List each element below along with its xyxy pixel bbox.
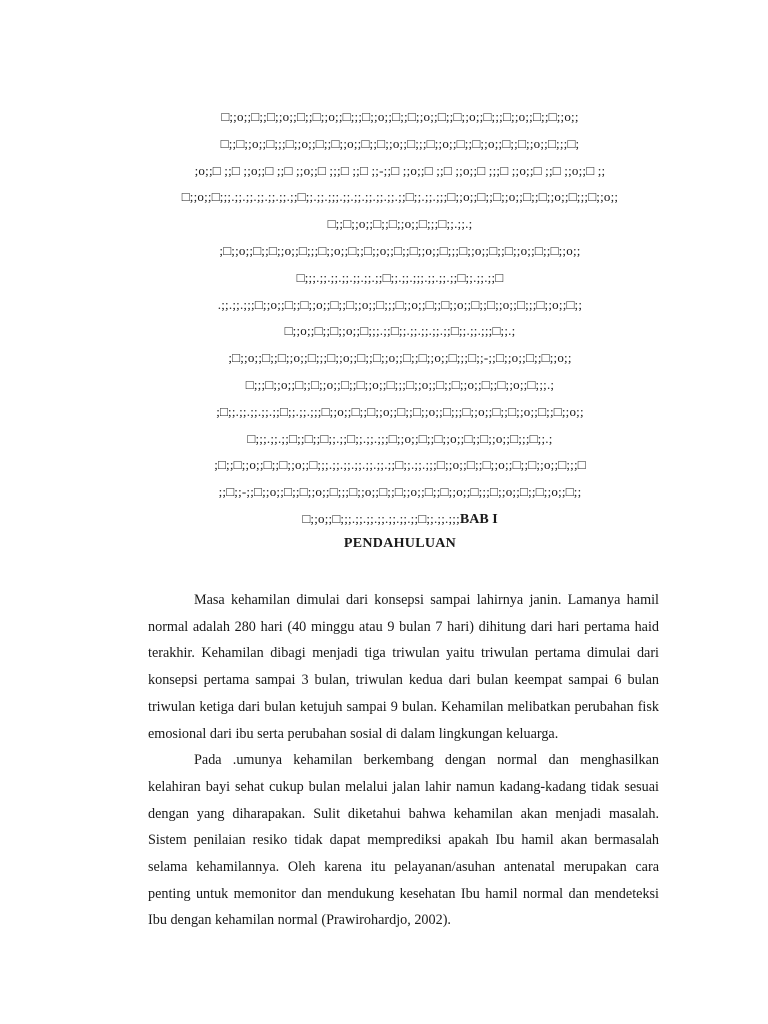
paragraph: Masa kehamilan dimulai dari konsepsi sampai lahirnya janin. Lamanya hamil normal adalah 280 hari (40 minggu atau 9 bulan 7 hari) dihitung dari hari pertama haid terakhir. Kehamilan dibagi menjadi tiga triwulan yaitu triwulan pertama dimulai dari konsepsi pertama sampai 3 bulan, triwulan kedua dari bulan keempat sampai 6 bulan triwulan ketiga dari bulan ketujuh sampai 9 bulan. Kehamilan melibatkan perubahan fisk emosional dari ibu serta perubahan sosial di dalam lingkungan keluarga. xyxy=(148,592,659,742)
garbled-line: □;;;.;;.;;.;;.;;.;;.;;□;;.;;.;;;.;;.;;.;;□;;.;;.;;□ xyxy=(296,269,504,285)
garbled-line: □;;□;;o;;□;;;□;;o;;□;;□;;o;;□;;□;;o;;□;;;□;;o;;□;;□;;o;;□;;□;;o;;□;;;□; xyxy=(220,135,580,151)
paragraph: Pada .umunya kehamilan berkembang dengan normal dan menghasilkan kelahiran bayi sehat cukup bulan melalui jalan lahir namun kadang-kadang tidak sesuai dengan yang diharapakan. Sulit diketahui bahwa kehamilan akan menjadi masalah. Sistem penilaian resiko tidak dapat memprediksi apakah Ibu hamil akan bermasalah selama kehamilannya. Oleh karena itu pelayanan/asuhan antenatal merupakan cara penting untuk memonitor dan mendukung kesehatan Ibu hamil normal dan mendeteksi Ibu dengan kehamilan normal (Prawirohardjo, 2002). xyxy=(148,752,659,929)
garbled-line: □;;o;;□;;□;;o;;□;;□;;o;;□;;;□;;o;;□;;□;;o;;□;;□;;o;;□;;;□;;o;;□;;□;;o;; xyxy=(221,109,579,124)
garbled-line: ;□;;.;;.;;.;;.;;□;;.;;.;;;□;;o;;□;;□;;o;;□;;□;;o;;□;;;□;;o;;□;;□;;o;;□;;□;;o;; xyxy=(216,403,584,419)
garbled-line: ;;□;;-;;□;;o;;□;;□;;o;;□;;;□;;o;;□;;□;;o;;□;;□;;o;;□;;;□;;o;;□;;□;;o;;□;; xyxy=(218,484,582,500)
garbled-line-last xyxy=(140,506,660,534)
garbled-line: ;□;;o;;□;;□;;o;;□;;;□;;o;;□;;□;;o;;□;;□;;o;;□;;;□;;-;;□;;o;;□;;□;;o;; xyxy=(228,350,572,366)
garbled-line: □;;o;;□;;;.;;.;;.;;.;;.;;.;;□;;.;;.;;; xyxy=(302,510,460,526)
garbled-line: □;;□;;o;;□;;□;;o;;□;;;□;;.;;.; xyxy=(327,216,473,232)
garbled-line: .;;.;;.;;;□;;o;;□;;□;;o;;□;;□;;o;;□;;;□;;o;;□;;□;;o;;□;;□;;o;;□;;;□;;o;;□;; xyxy=(217,296,583,312)
garbled-header-block xyxy=(140,104,660,534)
garbled-line: □;;;□;;o;;□;;□;;o;;□;;□;;o;;□;;;□;;o;;□;;□;;o;;□;;□;;o;;□;;;.; xyxy=(245,376,555,392)
garbled-line: ;o;;□ ;;□ ;;o;;□ ;;□ ;;o;;□ ;;;□ ;;□ ;;-;;□ ;;o;;□ ;;□ ;;o;;□ ;;;□ ;;o;;□ ;;□ ;;o;;□ ;; xyxy=(194,162,606,178)
garbled-line: □;;o;;□;;□;;o;;□;;;.;;□;;.;;.;;.;;.;;□;;.;;.;;;□;;.; xyxy=(284,323,516,339)
chapter-title: PENDAHULUAN xyxy=(343,536,457,551)
garbled-line: ;□;;o;;□;;□;;o;;□;;;□;;o;;□;;□;;o;;□;;□;;o;;□;;;□;;o;;□;;□;;o;;□;;□;;o;; xyxy=(219,242,581,258)
chapter-label: BAB I xyxy=(459,511,498,527)
garbled-line: □;;;.;;.;;□;;□;;□;;.;;□;;.;;.;;;□;;o;;□;;□;;o;;□;;□;;o;;□;;;□;;.; xyxy=(247,430,553,446)
garbled-line: ;□;;□;;o;;□;;□;;o;;□;;;.;;.;;.;;.;;.;;.;;□;;.;;.;;;□;;o;;□;;□;;o;;□;;□;;o;;□;;;□ xyxy=(214,457,586,473)
garbled-line: □;;o;;□;;;.;;.;;.;;.;;.;;.;;□;;.;;.;;;.;;.;;.;;.;;.;;.;;□;;.;;.;;;□;;o;;□;;□;;o;;□;;□;;o;;□;;;□;;o;; xyxy=(181,189,619,205)
body-text xyxy=(148,587,659,934)
